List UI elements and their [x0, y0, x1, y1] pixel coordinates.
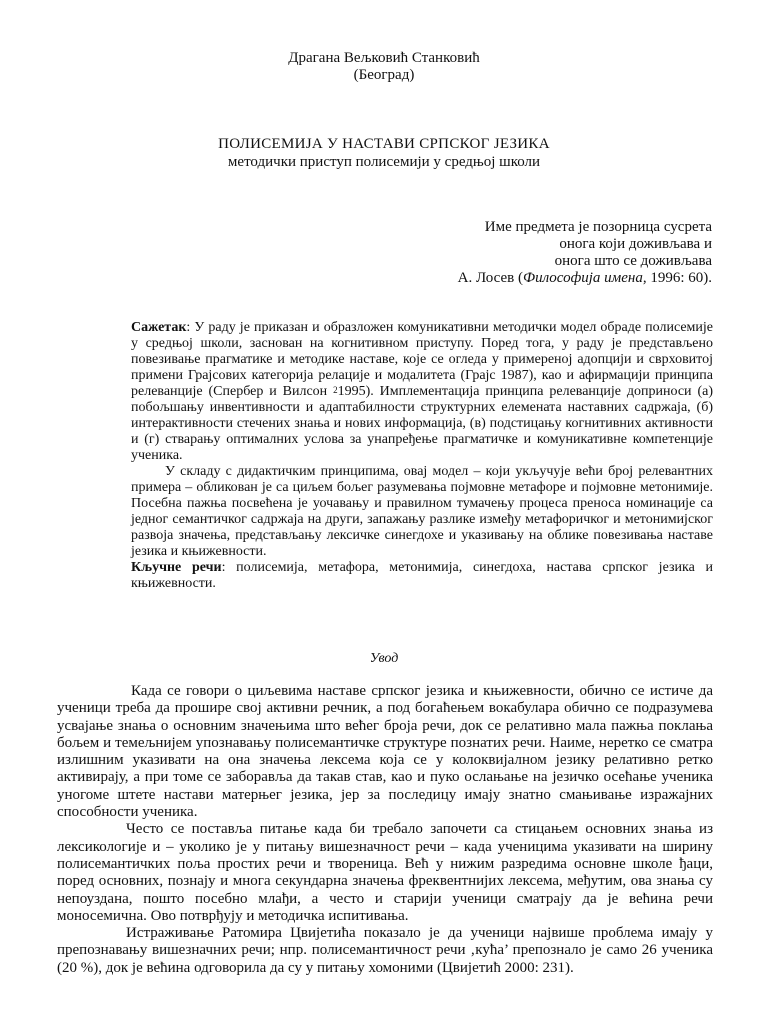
epigraph-line: Име предмета је позорница сусрета: [484, 219, 712, 235]
epigraph: [458, 219, 712, 287]
author-affiliation: (Београд): [353, 67, 415, 83]
epigraph-line: онога што се доживљава: [554, 253, 712, 269]
epigraph-work-title: Философија имена: [523, 270, 643, 286]
keywords: Кључне речи: полисемија, метафора, метонимија, синегдоха, настава српског језика и књижевности.: [131, 560, 713, 591]
body-paragraph: Истраживање Ратомира Цвијетића показало је да ученици највише проблема имају у препознавању вишезначних речи; нпр. полисемантичност речи ‚кућа’ препознало је само 26 ученика (20 %), док је већина одговорила да су у питању хомоними (Цвијетић 2000: 231).: [57, 925, 713, 976]
section-heading: Увод: [369, 651, 399, 666]
epigraph-citation: А. Лосев (Философија имена, 1996: 60).: [457, 270, 712, 286]
keywords-label: Кључне речи: [131, 560, 222, 575]
body-paragraph: Када се говори о циљевима наставе српског језика и књижевности, обично се истиче да ученици треба да прошире свој активни речник, а под богаћењем вокабулара обично се подразумева усвајање знања о основним значењима што већег броја речи, док се релативно мала пажња поклања бољем и темељнијем упознавању полисемантичке структуре познатих речи. Наиме, неретко се сматра излишним указивати на она значења лексема која се у колоквијалном језику релативно ретко активирају, а при томе се заборавља да такав став, као и пуко ослањање на језичко осећање ученика уногоме штете настави матерњег језика, јер за последицу имају знатно смањивање изражајних способности ученика.: [57, 683, 713, 821]
title-block: [0, 136, 768, 171]
abstract-paragraph: У складу с дидактичким принципима, овај модел – који укључује већи број релевантних примера – обликован је са циљем бољег разумевања појмовне метафоре и појмовне метонимије. Посебна пажња посвећена је уочавању и правилном тумачењу процеса преноса номинације са једног семантичког садржаја на други, запажању разлике између метафоричког и метонимијског развоја значења, представљању лексичке синегдохе и указивању на облике повезивања наставе језика и књижевности.: [131, 464, 713, 559]
body-paragraph: Често се поставља питање када би требало започети са стицањем основних знања из лексикологије и – уколико је у питању вишезначност речи – када ученицима указивати на ширину полисемантичких поља простих речи и твореница. Већ у нижим разредима основне школе ђаци, поред основних, познају и многа секундарна значења фреквентнијих лексема, међутим, ова знања су непоуздана, пошто посебно млађи, а често и старији ученици сматрају да је већина речи моносемична. Ово потврђују и методичка испитивања.: [57, 821, 713, 924]
body-text: [57, 683, 713, 977]
abstract: [131, 320, 713, 592]
superscript: 2: [333, 385, 338, 395]
abstract-label: Сажетак: [131, 320, 187, 335]
paper-title: ПОЛИСЕМИЈА У НАСТАВИ СРПСКОГ ЈЕЗИКА: [218, 136, 550, 152]
paper-subtitle: методички приступ полисемији у средњој школи: [227, 154, 541, 170]
abstract-paragraph: Сажетак: У раду је приказан и образложен комуникативни методички модел обраде полисемије у средњој школи, заснован на когнитивном приступу. Поред тога, у раду је представљено повезивање прагматике и методике наставе, које се огледа у примереној адопцији и сврховитој примени Грајсових категорија релације и модалитета (Грајс 1987), као и афирмацији принципа релеванције (Спербер и Вилсон $^2$1995). Имплементација принципа релеванције доприноси (а) побољшању инвентивности и адаптабилности структурних елемената наставних садржаја, (б) интерактивности стечених знања и нових информација, (в) подстицању когнитивних активности и (г) стварању оптималних услова за унапређење прагматичке и комуникативне компетенције ученика.: [131, 320, 713, 463]
author-name: Драгана Вељковић Станковић: [288, 50, 480, 66]
author-block: [0, 50, 768, 84]
epigraph-line: онога који доживљава и: [559, 236, 712, 252]
